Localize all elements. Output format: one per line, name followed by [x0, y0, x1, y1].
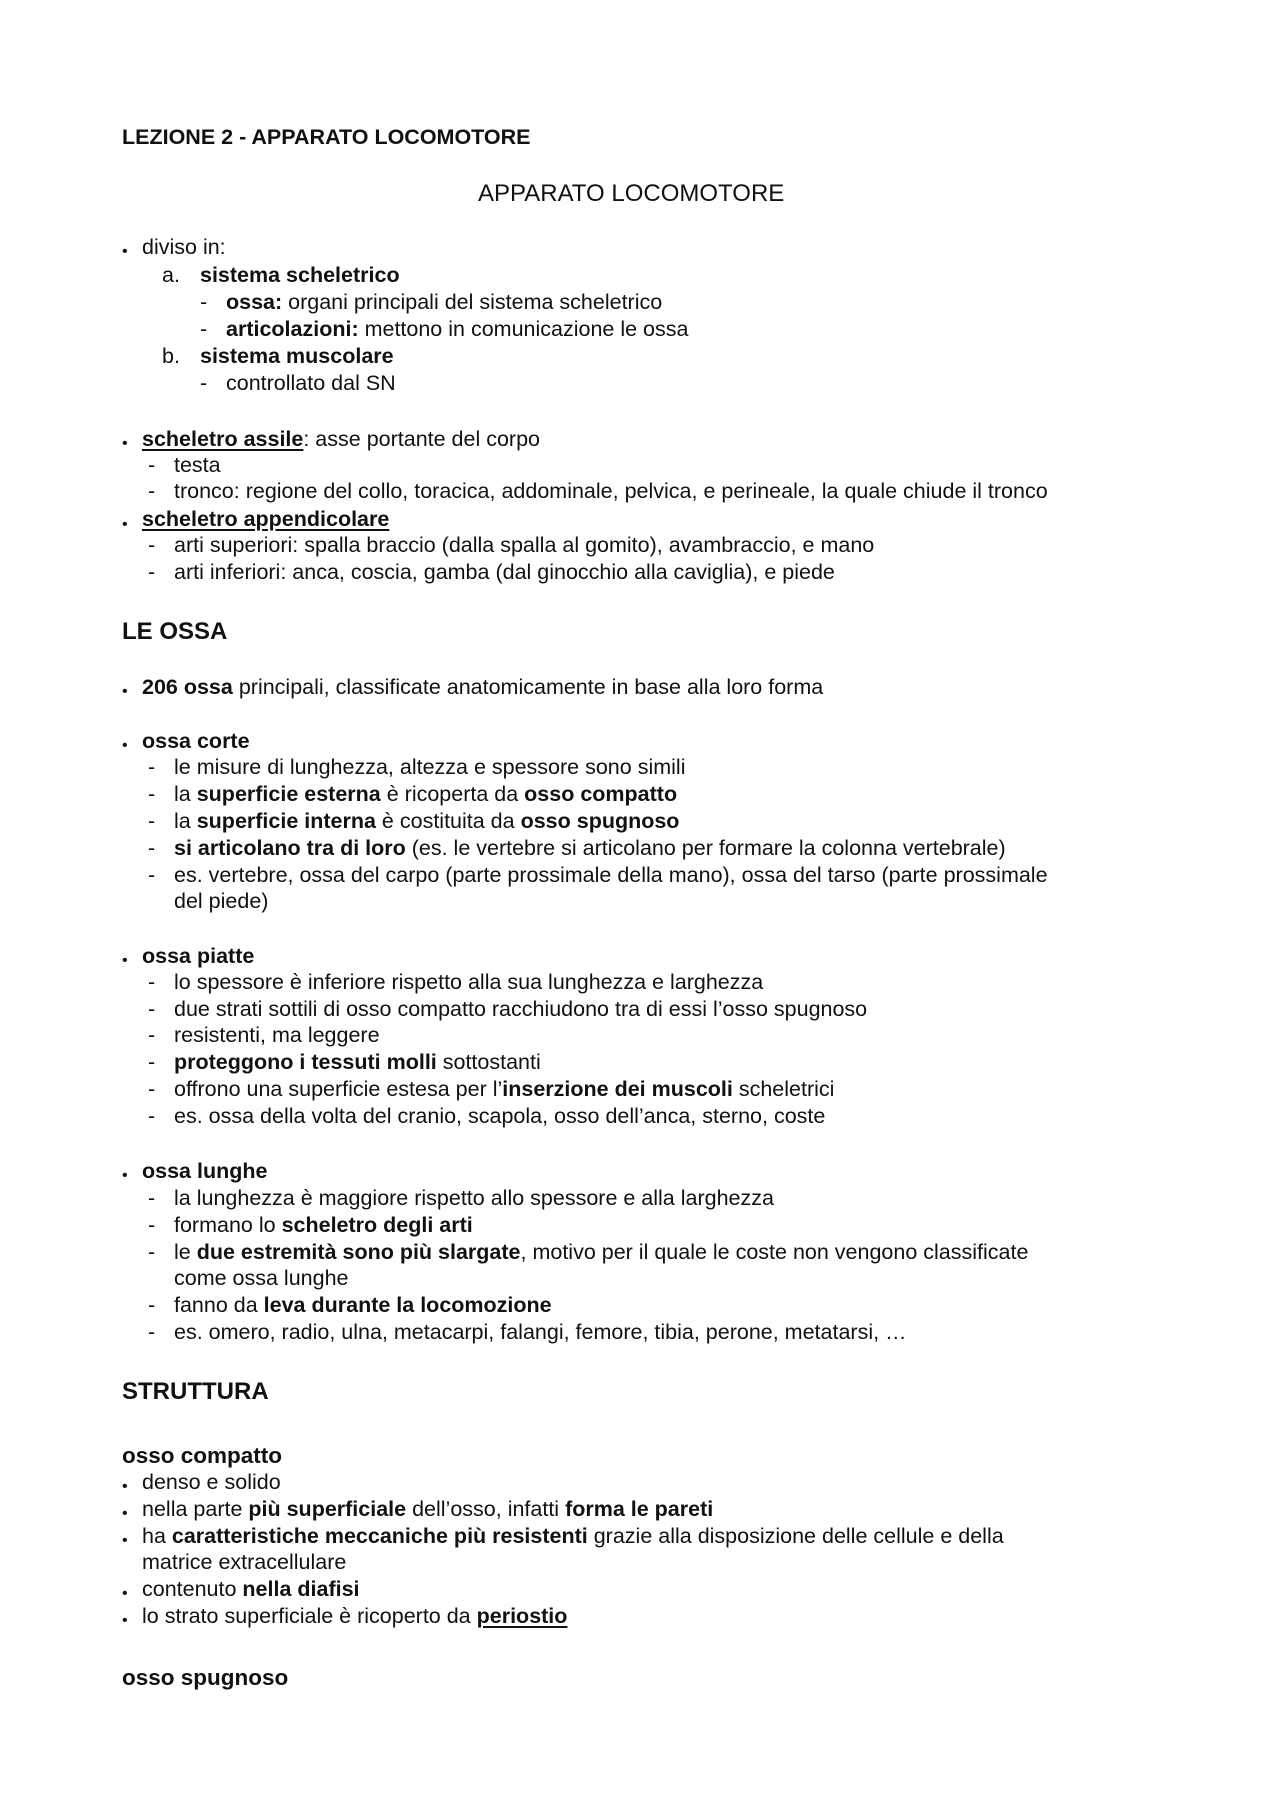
list-item: tronco: regione del collo, toracica, addominale, pelvica, e perineale, la quale chiude il tronco — [174, 479, 1048, 503]
list-item: es. vertebre, ossa del carpo (parte prossimale della mano), ossa del tarso (parte prossimale — [174, 863, 1048, 887]
list-item: denso e solido — [142, 1470, 281, 1494]
bullet: • — [122, 1478, 128, 1495]
list-item: articolazioni: mettono in comunicazione le ossa — [226, 317, 689, 341]
list-item: proteggono i tessuti molli sottostanti — [174, 1050, 541, 1074]
dash: - — [148, 1077, 156, 1101]
list-item: es. omero, radio, ulna, metacarpi, falangi, femore, tibia, perone, metatarsi, … — [174, 1320, 907, 1344]
dash: - — [200, 371, 208, 395]
dash: - — [148, 1104, 156, 1128]
list-item: lo spessore è inferiore rispetto alla sua lunghezza e larghezza — [174, 970, 764, 994]
dash: - — [148, 479, 156, 503]
dash: - — [148, 1293, 156, 1317]
dash: - — [148, 809, 156, 833]
list-item: controllato dal SN — [226, 371, 396, 395]
dash: - — [148, 997, 156, 1021]
list-item: due strati sottili di osso compatto racchiudono tra di essi l’osso spugnoso — [174, 997, 868, 1021]
bullet: • — [122, 683, 128, 700]
dash: - — [148, 1240, 156, 1264]
list-item: formano lo scheletro degli arti — [174, 1213, 473, 1237]
dash: - — [148, 1213, 156, 1237]
dash: - — [148, 1050, 156, 1074]
dash: - — [148, 782, 156, 806]
dash: - — [148, 453, 156, 477]
dash: - — [148, 863, 156, 887]
heading-struttura: STRUTTURA — [122, 1378, 269, 1405]
list-item: la superficie interna è costituita da osso spugnoso — [174, 809, 680, 833]
bullet: • — [122, 516, 128, 533]
list-letter: b. — [162, 344, 180, 368]
list-item: arti inferiori: anca, coscia, gamba (dal ginocchio alla caviglia), e piede — [174, 560, 835, 584]
lesson-title: LEZIONE 2 - APPARATO LOCOMOTORE — [122, 125, 531, 149]
dash: - — [148, 533, 156, 557]
list-item: sistema scheletrico — [200, 263, 400, 287]
bullet: • — [122, 1167, 128, 1184]
list-item: 206 ossa principali, classificate anatomicamente in base alla loro forma — [142, 675, 824, 699]
dash: - — [148, 1320, 156, 1344]
list-item-continuation: del piede) — [174, 889, 269, 913]
list-item: testa — [174, 453, 221, 477]
list-item: ha caratteristiche meccaniche più resistenti grazie alla disposizione delle cellule e della — [142, 1524, 1004, 1548]
list-item: le due estremità sono più slargate, motivo per il quale le coste non vengono classificate — [174, 1240, 1029, 1264]
subheading-osso-spugnoso: osso spugnoso — [122, 1665, 289, 1690]
list-item: si articolano tra di loro (es. le vertebre si articolano per formare la colonna vertebrale) — [174, 836, 1006, 860]
bullet: • — [122, 1585, 128, 1602]
list-item: ossa lunghe — [142, 1159, 268, 1183]
list-item: diviso in: — [142, 235, 226, 259]
dash: - — [148, 560, 156, 584]
dash: - — [148, 836, 156, 860]
list-item: sistema muscolare — [200, 344, 394, 368]
list-letter: a. — [162, 263, 180, 287]
list-item: le misure di lunghezza, altezza e spessore sono simili — [174, 755, 686, 779]
list-item: ossa corte — [142, 729, 250, 753]
list-item: scheletro assile: asse portante del corpo — [142, 427, 541, 451]
subheading-osso-compatto: osso compatto — [122, 1443, 283, 1468]
list-item: es. ossa della volta del cranio, scapola, osso dell’anca, sterno, coste — [174, 1104, 826, 1128]
heading-le-ossa: LE OSSA — [122, 618, 228, 645]
list-item-continuation: matrice extracellulare — [142, 1550, 347, 1574]
section-title: APPARATO LOCOMOTORE — [478, 180, 785, 207]
dash: - — [200, 317, 208, 341]
bullet: • — [122, 952, 128, 969]
list-item: contenuto nella diafisi — [142, 1577, 360, 1601]
list-item-continuation: come ossa lunghe — [174, 1266, 349, 1290]
dash: - — [148, 970, 156, 994]
dash: - — [200, 290, 208, 314]
list-item: arti superiori: spalla braccio (dalla spalla al gomito), avambraccio, e mano — [174, 533, 875, 557]
list-item: ossa: organi principali del sistema scheletrico — [226, 290, 663, 314]
bullet: • — [122, 435, 128, 452]
list-item: la superficie esterna è ricoperta da osso compatto — [174, 782, 678, 806]
list-item: ossa piatte — [142, 944, 255, 968]
list-item: lo strato superficiale è ricoperto da periostio — [142, 1604, 568, 1628]
list-item: fanno da leva durante la locomozione — [174, 1293, 552, 1317]
dash: - — [148, 1023, 156, 1047]
bullet: • — [122, 737, 128, 754]
list-item: scheletro appendicolare — [142, 507, 390, 531]
dash: - — [148, 1186, 156, 1210]
bullet: • — [122, 1612, 128, 1629]
list-item: la lunghezza è maggiore rispetto allo spessore e alla larghezza — [174, 1186, 774, 1210]
bullet: • — [122, 1505, 128, 1522]
list-item: nella parte più superficiale dell’osso, infatti forma le pareti — [142, 1497, 714, 1521]
bullet: • — [122, 1532, 128, 1549]
list-item: offrono una superficie estesa per l’inserzione dei muscoli scheletrici — [174, 1077, 835, 1101]
bullet: • — [122, 243, 128, 260]
dash: - — [148, 755, 156, 779]
list-item: resistenti, ma leggere — [174, 1023, 380, 1047]
